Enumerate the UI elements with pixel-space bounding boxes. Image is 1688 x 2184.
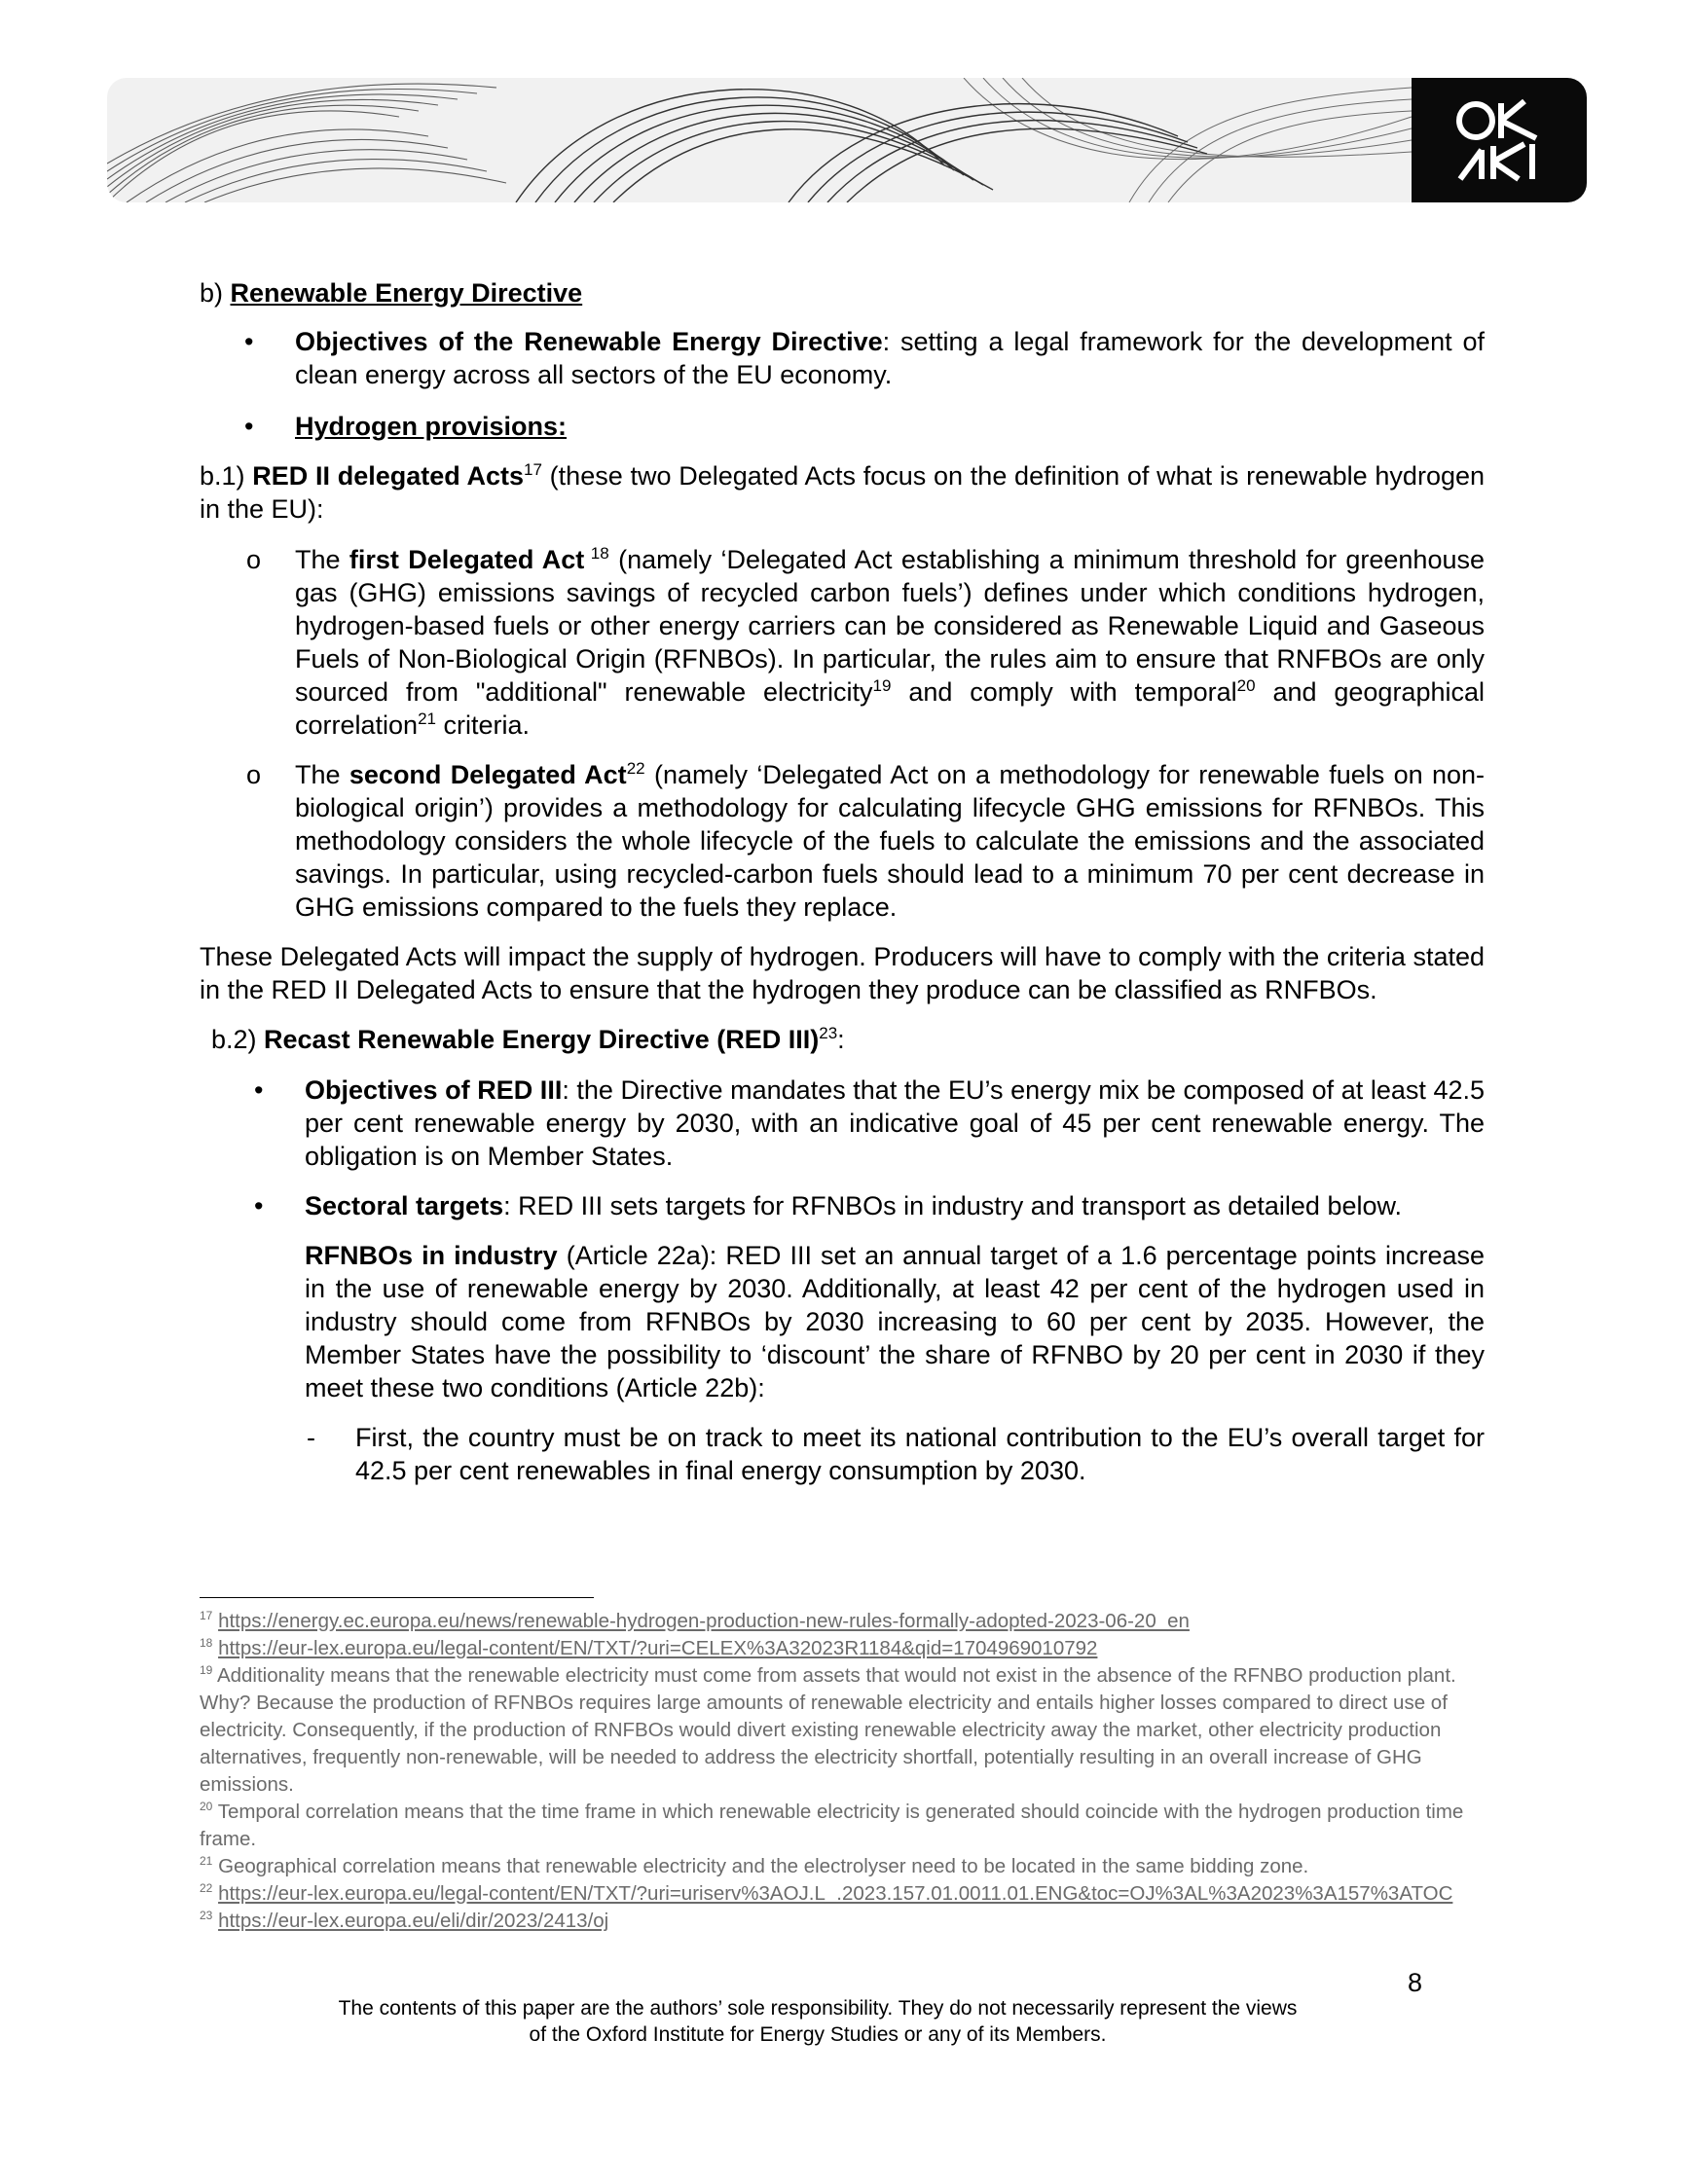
document-body (200, 276, 1485, 1487)
footnote-ref[interactable]: 17 (524, 460, 542, 479)
footnote-separator (200, 1597, 594, 1598)
section-b-heading: b) Renewable Energy Directive (200, 278, 583, 308)
footnote-ref[interactable]: 19 (872, 676, 892, 695)
bullet-icon: o (246, 760, 262, 789)
bullet-icon: • (244, 327, 254, 356)
bullet-icon: • (244, 412, 254, 441)
footnote-22: $^{22}$ https://eur-lex.europa.eu/legal-content/EN/TXT/?uri=uriserv%3AOJ.L_.2023.157.01.0011.01.ENG&toc=OJ%3AL%3A2023%3A157%3ATOC (200, 1881, 1453, 1905)
footnote-18: $^{18}$ https://eur-lex.europa.eu/legal-content/EN/TXT/?uri=CELEX%3A32023R1184&qid=1704969010792 (200, 1636, 1098, 1659)
footnote-link[interactable]: https://energy.ec.europa.eu/news/renewable-hydrogen-production-new-rules-formally-adopted-2023-06-20_en (218, 1610, 1190, 1632)
page-number: 8 (1408, 1968, 1423, 1997)
bullet-icon: • (254, 1191, 264, 1220)
oies-logo-icon (1450, 93, 1548, 187)
wave-pattern-graphic (107, 78, 1412, 202)
disclaimer: The contents of this paper are the authors’ sole responsibility. They do not necessarily represent the views of the Oxford Institute for Energy Studies or any of its Members. (338, 1997, 1298, 2046)
footnote-ref[interactable]: 21 (418, 710, 436, 728)
footnote-19: $^{19}$ Additionality means that the renewable electricity must come from assets that would not exist in the absence of the RFNBO production plant. Why? Because the production of RFNBOs requires large amounts of renewable electricity and entails higher losses compared to direct use of electricity. Consequently, if the production of RNFBOs would divert existing renewable electricity away the market, other electricity production alternatives, frequently non-renewable, will be needed to address the electricity shortfall, potentially resulting in an overall increase of GHG emissions. (200, 1663, 1456, 1796)
b1-paragraph: b.1) RED II delegated Acts$^{17}$ (these two Delegated Acts focus on the definition of what is renewable hydrogen in the EU): (200, 460, 1486, 524)
section-b-title: Renewable Energy Directive (230, 278, 583, 308)
list-item: o The first Delegated Act $^{18}$ (namely ‘Delegated Act establishing a minimum threshold for greenhouse gas (GHG) emissions savings of recycled carbon fuels’) defines under which conditions hydrogen, hydrogen-based fuels or other energy carriers can be considered as Renewable Liquid and Gaseous Fuels of Non-Biological Origin (RFNBOs). In particular, the rules aim to ensure that RNFBOs are only sourced from "additional" renewable electricity$^{19}$ and comply with temporal$^{20}$ and geographical correlation$^{21}$ criteria. (246, 544, 1485, 740)
footnote-23: $^{23}$ https://eur-lex.europa.eu/eli/dir/2023/2413/oj (200, 1909, 609, 1932)
footnote-21: $^{21}$ Geographical correlation means that renewable electricity and the electrolyser need to be located in the same bidding zone. (200, 1854, 1309, 1877)
impact-paragraph: These Delegated Acts will impact the supply of hydrogen. Producers will have to comply with the criteria stated in the RED II Delegated Acts to ensure that the hydrogen they produce can be classified as RNFBOs. (200, 942, 1485, 1004)
b2-paragraph: b.2) Recast Renewable Energy Directive (RED III)$^{23}$: (211, 1024, 845, 1054)
footnote-ref[interactable]: 22 (626, 759, 645, 778)
list-item: • Objectives of the Renewable Energy Directive: setting a legal framework for the development of clean energy across all sectors of the EU economy. (244, 327, 1485, 389)
footnote-ref[interactable]: 20 (1236, 676, 1256, 695)
list-item: • Sectoral targets: RED III sets targets for RFNBOs in industry and transport as detailed below. (254, 1191, 1402, 1220)
footnote-20: $^{20}$ Temporal correlation means that the time frame in which renewable electricity is generated should coincide with the hydrogen production time frame. (200, 1800, 1464, 1850)
list-item: o The second Delegated Act$^{22}$ (namely ‘Delegated Act on a methodology for renewable fuels on non-biological origin’) provides a methodology for calculating lifecycle GHG emissions for RFNBOs. This methodology considers the whole lifecycle of the fuels to calculate the emissions and the associated savings. In particular, using recycled-carbon fuels should lead to a minimum 70 per cent decrease in GHG emissions compared to the fuels they replace. (246, 759, 1486, 922)
footnote-17: $^{17}$ https://energy.ec.europa.eu/news/renewable-hydrogen-production-new-rules-formally-adopted-2023-06-20_en (200, 1609, 1190, 1632)
footnote-link[interactable]: https://eur-lex.europa.eu/eli/dir/2023/2413/oj (218, 1910, 609, 1932)
header-banner (107, 78, 1587, 202)
b1-title: RED II delegated Acts (252, 461, 525, 491)
bullet-icon: • (254, 1075, 264, 1105)
oies-logo (1412, 78, 1587, 202)
footnotes (200, 1608, 1485, 1935)
dash-marker: - (307, 1423, 315, 1452)
list-item: - First, the country must be on track to meet its national contribution to the EU’s overall target for 42.5 per cent renewables in final energy consumption by 2030. (307, 1423, 1485, 1485)
footnote-ref[interactable]: 23 (819, 1024, 838, 1042)
bullet-icon: o (246, 545, 262, 574)
footnote-link[interactable]: https://eur-lex.europa.eu/legal-content/EN/TXT/?uri=uriserv%3AOJ.L_.2023.157.01.0011.01.ENG&toc=OJ%3AL%3A2023%3A157%3ATOC (218, 1882, 1453, 1905)
footnote-ref[interactable]: 18 (584, 544, 609, 563)
industry-paragraph: RFNBOs in industry (Article 22a): RED III set an annual target of a 1.6 percentage points increase in the use of renewable energy by 2030. Additionally, at least 42 per cent of the hydrogen used in industry should come from RFNBOs by 2030 increasing to 60 per cent by 2035. However, the Member States have the possibility to ‘discount’ the share of RFNBO by 20 per cent in 2030 if they meet these two conditions (Article 22b): (305, 1241, 1485, 1402)
list-item: • Hydrogen provisions: (244, 412, 568, 441)
list-item: • Objectives of RED III: the Directive mandates that the EU’s energy mix be composed of at least 42.5 per cent renewable energy by 2030, with an indicative goal of 45 per cent renewable energy. The obligation is on Member States. (254, 1075, 1485, 1171)
b2-title: Recast Renewable Energy Directive (RED III) (264, 1025, 820, 1054)
footnote-link[interactable]: https://eur-lex.europa.eu/legal-content/EN/TXT/?uri=CELEX%3A32023R1184&qid=1704969010792 (218, 1637, 1098, 1659)
